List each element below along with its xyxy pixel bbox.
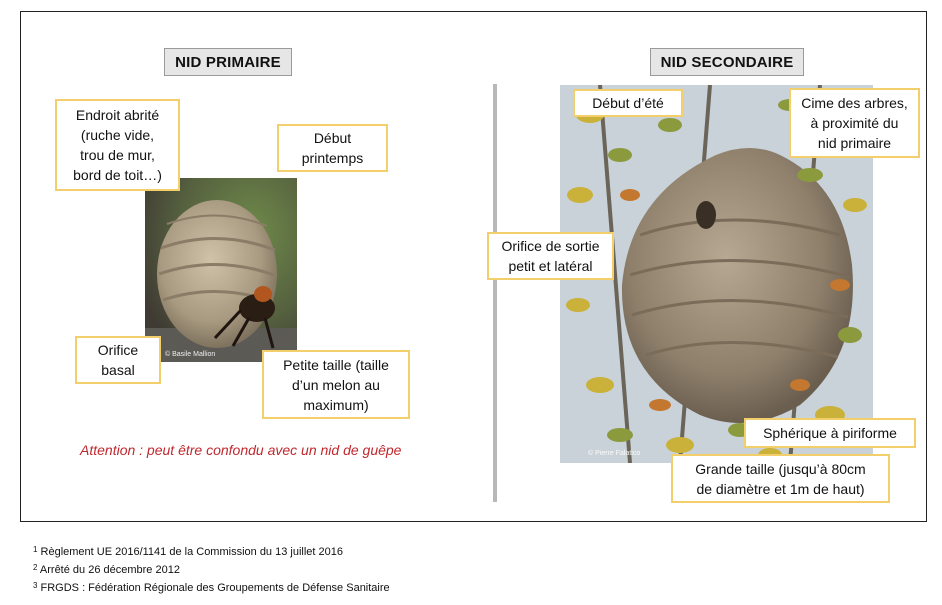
- footnotes: [33, 542, 390, 596]
- secondary-size-callout: Grande taille (jusqu’à 80cm de diamètre et 1m de haut): [671, 454, 890, 503]
- primary-nest-photo: [145, 178, 297, 362]
- secondary-photo-credit: © Pierre Falatico: [588, 450, 641, 457]
- footnote-item: $^1$ Règlement UE 2016/1141 de la Commission du 13 juillet 2016: [33, 545, 343, 558]
- secondary-location-callout: Cime des arbres, à proximité du nid primaire: [789, 88, 920, 158]
- primary-nest-title: NID PRIMAIRE: [164, 48, 292, 76]
- footnote-item: $^2$ Arrêté du 26 décembre 2012: [33, 563, 180, 576]
- secondary-nest-title: NID SECONDAIRE: [650, 48, 804, 76]
- primary-size-callout: Petite taille (taille d’un melon au maximum): [262, 350, 410, 419]
- secondary-shape-callout: Sphérique à piriforme: [744, 418, 916, 448]
- confusion-warning: Attention : peut être confondu avec un nid de guêpe: [80, 442, 402, 458]
- primary-season-callout: Début printemps: [277, 124, 388, 172]
- footnote-item: $^3$ FRGDS : Fédération Régionale des Groupements de Défense Sanitaire: [33, 581, 390, 594]
- primary-photo-credit: © Basile Mallion: [165, 351, 216, 358]
- primary-location-callout: Endroit abrité (ruche vide, trou de mur, bord de toit…): [55, 99, 180, 191]
- panel-divider: [493, 84, 497, 502]
- secondary-orifice-callout: Orifice de sortie petit et latéral: [487, 232, 614, 280]
- secondary-season-callout: Début d’été: [573, 89, 683, 117]
- primary-orifice-callout: Orifice basal: [75, 336, 161, 384]
